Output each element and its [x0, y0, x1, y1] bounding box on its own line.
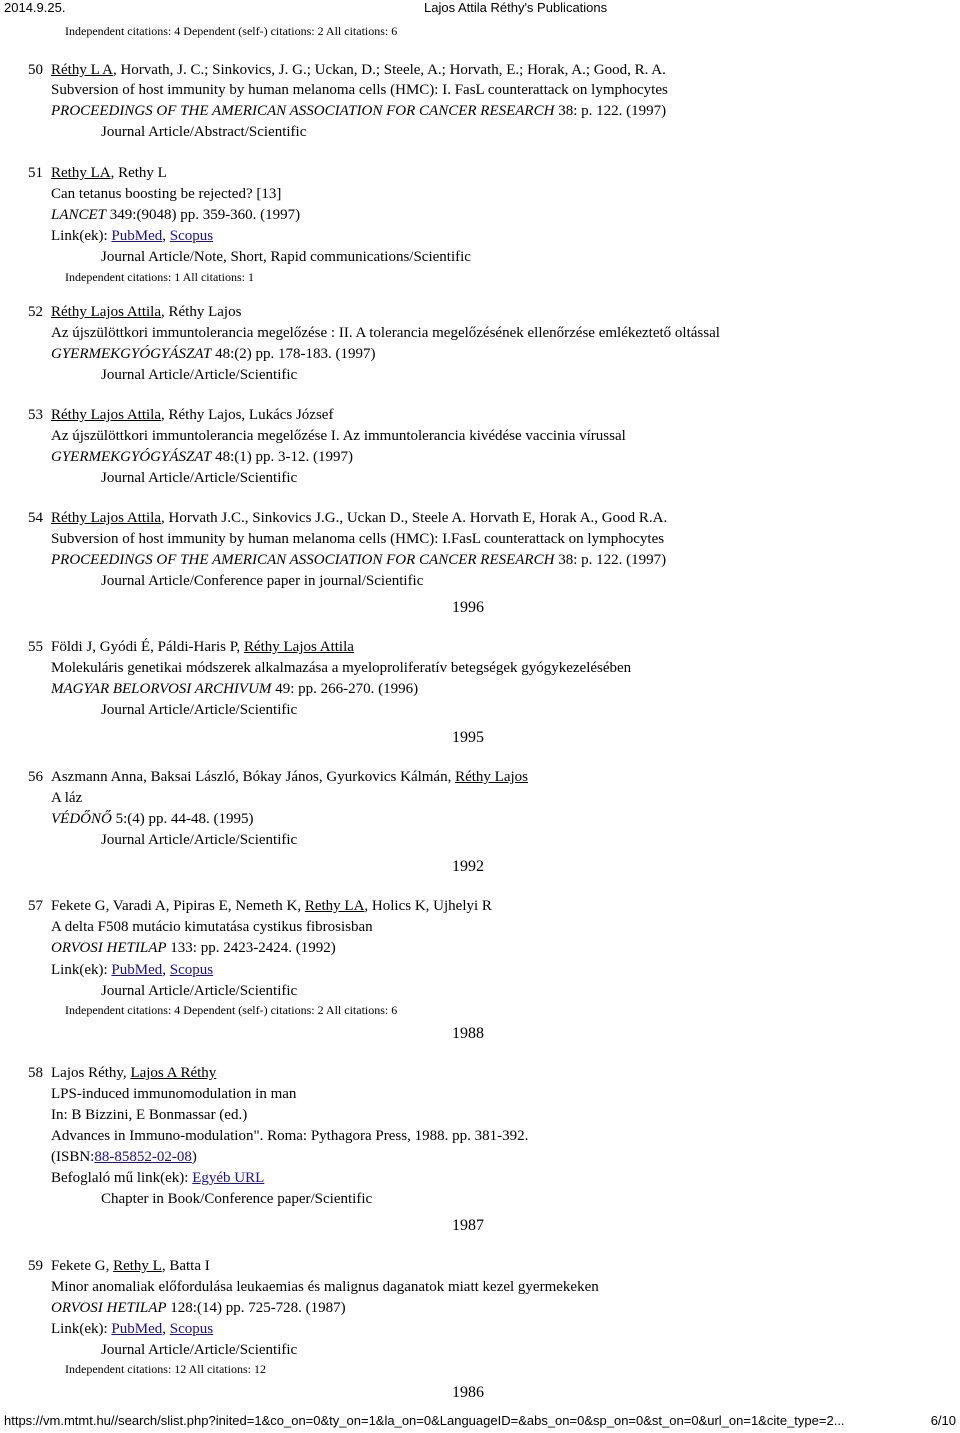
journal-details: 38: p. 122. (1997)	[554, 103, 667, 119]
publication-title: Can tetanus boosting be rejected? [13]	[51, 186, 282, 202]
authors	[51, 637, 354, 657]
journal-details: 48:(2) pp. 178-183. (1997)	[211, 346, 376, 362]
authors-rest: , Réthy Lajos, Lukács József	[161, 407, 334, 423]
citations-info: Independent citations: 4 Dependent (self-) citations: 2 All citations: 6	[65, 24, 398, 38]
publication-number: 53	[28, 407, 43, 423]
book-editors: In: B Bizzini, E Bonmassar (ed.)	[51, 1107, 248, 1123]
author-highlight: Réthy Lajos Attila	[51, 304, 161, 320]
journal-line	[51, 1298, 346, 1318]
authors-rest: , Rethy L	[110, 165, 167, 181]
links-line: Link(ek): PubMed, Scopus	[51, 962, 214, 978]
author-highlight: Réthy Lajos Attila	[243, 639, 354, 655]
pubmed-link[interactable]: PubMed	[111, 1321, 163, 1337]
journal-line	[51, 205, 300, 225]
year-heading: 1988	[452, 1025, 484, 1042]
journal-details: 128:(14) pp. 725-728. (1987)	[166, 1300, 346, 1316]
authors-pre: Aszmann Anna, Baksai László, Bókay János, Gyurkovics Kálmán,	[51, 769, 456, 785]
authors	[51, 1063, 216, 1083]
author-highlight: Rethy LA	[51, 165, 111, 181]
journal-name: VÉDŐNŐ	[51, 811, 112, 827]
journal-name: ORVOSI HETILAP	[51, 940, 167, 956]
authors-pre: Fekete G, Varadi A, Pipiras E, Nemeth K,	[51, 898, 305, 914]
publication-title: Az újszülöttkori immuntolerancia megelőzése I. Az immuntolerancia kivédése vaccinia vírussal	[51, 428, 626, 444]
authors	[51, 60, 666, 80]
journal-details: 5:(4) pp. 44-48. (1995)	[111, 811, 254, 827]
authors-pre: Fekete G,	[51, 1258, 114, 1274]
authors	[51, 1256, 210, 1276]
publication-type: Journal Article/Note, Short, Rapid communications/Scientific	[101, 249, 471, 265]
authors-rest: , Holics K, Ujhelyi R	[364, 898, 492, 914]
journal-line	[51, 447, 353, 467]
authors-pre: Lajos Réthy,	[51, 1065, 131, 1081]
authors-rest: , Batta I	[161, 1258, 210, 1274]
publication-number: 55	[28, 639, 43, 655]
authors	[51, 302, 241, 322]
authors	[51, 163, 167, 183]
authors-rest: , Horvath J.C., Sinkovics J.G., Uckan D., Steele A. Horvath E, Horak A., Good R.A.	[161, 510, 668, 526]
journal-name: MAGYAR BELORVOSI ARCHIVUM	[51, 681, 272, 697]
isbn-label: (ISBN:	[51, 1149, 95, 1165]
publication-title: A delta F508 mutácio kimutatása cystikus fibrosisban	[51, 919, 373, 935]
journal-details: 349:(9048) pp. 359-360. (1997)	[106, 207, 301, 223]
year-heading: 1986	[452, 1384, 484, 1401]
links-line: Link(ek): PubMed, Scopus	[51, 1321, 214, 1337]
publication-type: Journal Article/Article/Scientific	[101, 983, 298, 999]
publication-type: Journal Article/Article/Scientific	[101, 367, 298, 383]
publication-type: Chapter in Book/Conference paper/Scientific	[101, 1191, 373, 1207]
author-highlight: Lajos A Réthy	[130, 1065, 217, 1081]
citations-info: Independent citations: 1 All citations: 1	[65, 270, 254, 284]
authors	[51, 767, 528, 787]
journal-name: PROCEEDINGS OF THE AMERICAN ASSOCIATION FOR CANCER RESEARCH	[51, 552, 555, 568]
author-highlight: Réthy Lajos Attila	[51, 510, 161, 526]
journal-name: ORVOSI HETILAP	[51, 1300, 167, 1316]
authors-pre: Földi J, Gyódi É, Páldi-Haris P,	[51, 639, 244, 655]
publication-number: 57	[28, 898, 43, 914]
year-heading: 1992	[452, 858, 484, 875]
citations-info: Independent citations: 4 Dependent (self-) citations: 2 All citations: 6	[65, 1003, 398, 1017]
page-footer	[4, 1413, 956, 1431]
scopus-link[interactable]: Scopus	[169, 1321, 214, 1337]
publication-number: 56	[28, 769, 43, 785]
page-title: Lajos Attila Réthy's Publications	[424, 0, 608, 15]
publication-type: Journal Article/Article/Scientific	[101, 832, 298, 848]
publication-type: Journal Article/Article/Scientific	[101, 702, 298, 718]
year-heading: 1995	[452, 729, 484, 746]
journal-line	[51, 938, 336, 958]
citations-info: Independent citations: 12 All citations: 12	[65, 1362, 266, 1376]
journal-line	[51, 101, 666, 121]
publication-number: 52	[28, 304, 43, 320]
publication-number: 50	[28, 62, 43, 78]
journal-line	[51, 679, 418, 699]
publication-title: Subversion of host immunity by human melanoma cells (HMC): I.FasL counterattack on lymphocytes	[51, 531, 665, 547]
page-url: https://vm.mtmt.hu//search/slist.php?inited=1&co_on=0&ty_on=1&la_on=0&LanguageID=&abs_on=0&sp_on=0&st_on=0&url_on=1&cite_type=2...	[4, 1413, 845, 1428]
publication-title: LPS-induced immunomodulation in man	[51, 1086, 297, 1102]
author-highlight: Réthy L A	[51, 62, 113, 78]
publication-title: Subversion of host immunity by human melanoma cells (HMC): I. FasL counterattack on lymphocytes	[51, 82, 668, 98]
page-header	[4, 0, 956, 18]
journal-details: 48:(1) pp. 3-12. (1997)	[211, 449, 353, 465]
publication-title: Az újszülöttkori immuntolerancia megelőzése : II. A tolerancia megelőzésének ellenőrzése emlékeztető oltással	[51, 325, 720, 341]
pubmed-link[interactable]: PubMed	[111, 962, 163, 978]
publication-number: 51	[28, 165, 43, 181]
journal-details: 49: pp. 266-270. (1996)	[271, 681, 419, 697]
author-highlight: Rethy L	[113, 1258, 162, 1274]
other-url-link[interactable]: Egyéb URL	[192, 1170, 265, 1186]
journal-name: GYERMEKGYÓGYÁSZAT	[51, 346, 212, 362]
links-label: Link(ek):	[51, 962, 112, 978]
journal-details: 133: pp. 2423-2424. (1992)	[166, 940, 336, 956]
isbn-close: )	[191, 1149, 197, 1165]
isbn-line	[51, 1147, 197, 1167]
pubmed-link[interactable]: PubMed	[111, 228, 163, 244]
author-highlight: Réthy Lajos	[455, 769, 528, 785]
journal-line	[51, 344, 375, 364]
publication-number: 59	[28, 1258, 43, 1274]
publication-number: 54	[28, 510, 43, 526]
links-label: Link(ek):	[51, 1321, 112, 1337]
publication-title: A láz	[51, 790, 83, 806]
authors-rest: , Horvath, J. C.; Sinkovics, J. G.; Uckan, D.; Steele, A.; Horvath, E.; Horak, A.; Good, R. A.	[112, 62, 666, 78]
publication-type: Journal Article/Abstract/Scientific	[101, 124, 307, 140]
journal-name: PROCEEDINGS OF THE AMERICAN ASSOCIATION FOR CANCER RESEARCH	[51, 103, 555, 119]
isbn-link[interactable]: 88-85852-02-08	[94, 1149, 192, 1165]
publication-type: Journal Article/Article/Scientific	[101, 1342, 298, 1358]
scopus-link[interactable]: Scopus	[169, 228, 214, 244]
author-highlight: Rethy LA	[304, 898, 365, 914]
year-heading: 1987	[452, 1217, 484, 1234]
links-line: Link(ek): PubMed, Scopus	[51, 228, 214, 244]
book-details: Advances in Immuno-modulation". Roma: Pythagora Press, 1988. pp. 381-392.	[51, 1128, 529, 1144]
host-links-line	[51, 1168, 264, 1188]
host-links-label: Befoglaló mű link(ek):	[51, 1170, 193, 1186]
authors	[51, 896, 492, 916]
journal-details: 38: p. 122. (1997)	[554, 552, 667, 568]
publication-title: Molekuláris genetikai módszerek alkalmazása a myeloproliferatív betegségek gyógykezelésében	[51, 660, 632, 676]
authors	[51, 405, 333, 425]
scopus-link[interactable]: Scopus	[169, 962, 214, 978]
links-label: Link(ek):	[51, 228, 112, 244]
print-date: 2014.9.25.	[4, 0, 66, 15]
author-highlight: Réthy Lajos Attila	[51, 407, 161, 423]
journal-line	[51, 550, 666, 570]
journal-name: LANCET	[51, 207, 107, 223]
publication-type: Journal Article/Conference paper in journal/Scientific	[101, 573, 424, 589]
authors	[51, 508, 667, 528]
authors-rest: , Réthy Lajos	[161, 304, 242, 320]
journal-name: GYERMEKGYÓGYÁSZAT	[51, 449, 212, 465]
journal-line	[51, 809, 253, 829]
page-number: 6/10	[930, 1413, 956, 1428]
publication-title: Minor anomaliak előfordulása leukaemias és malignus daganatok miatt kezel gyermekeken	[51, 1279, 599, 1295]
publication-type: Journal Article/Article/Scientific	[101, 470, 298, 486]
publication-number: 58	[28, 1065, 43, 1081]
year-heading: 1996	[452, 599, 484, 616]
